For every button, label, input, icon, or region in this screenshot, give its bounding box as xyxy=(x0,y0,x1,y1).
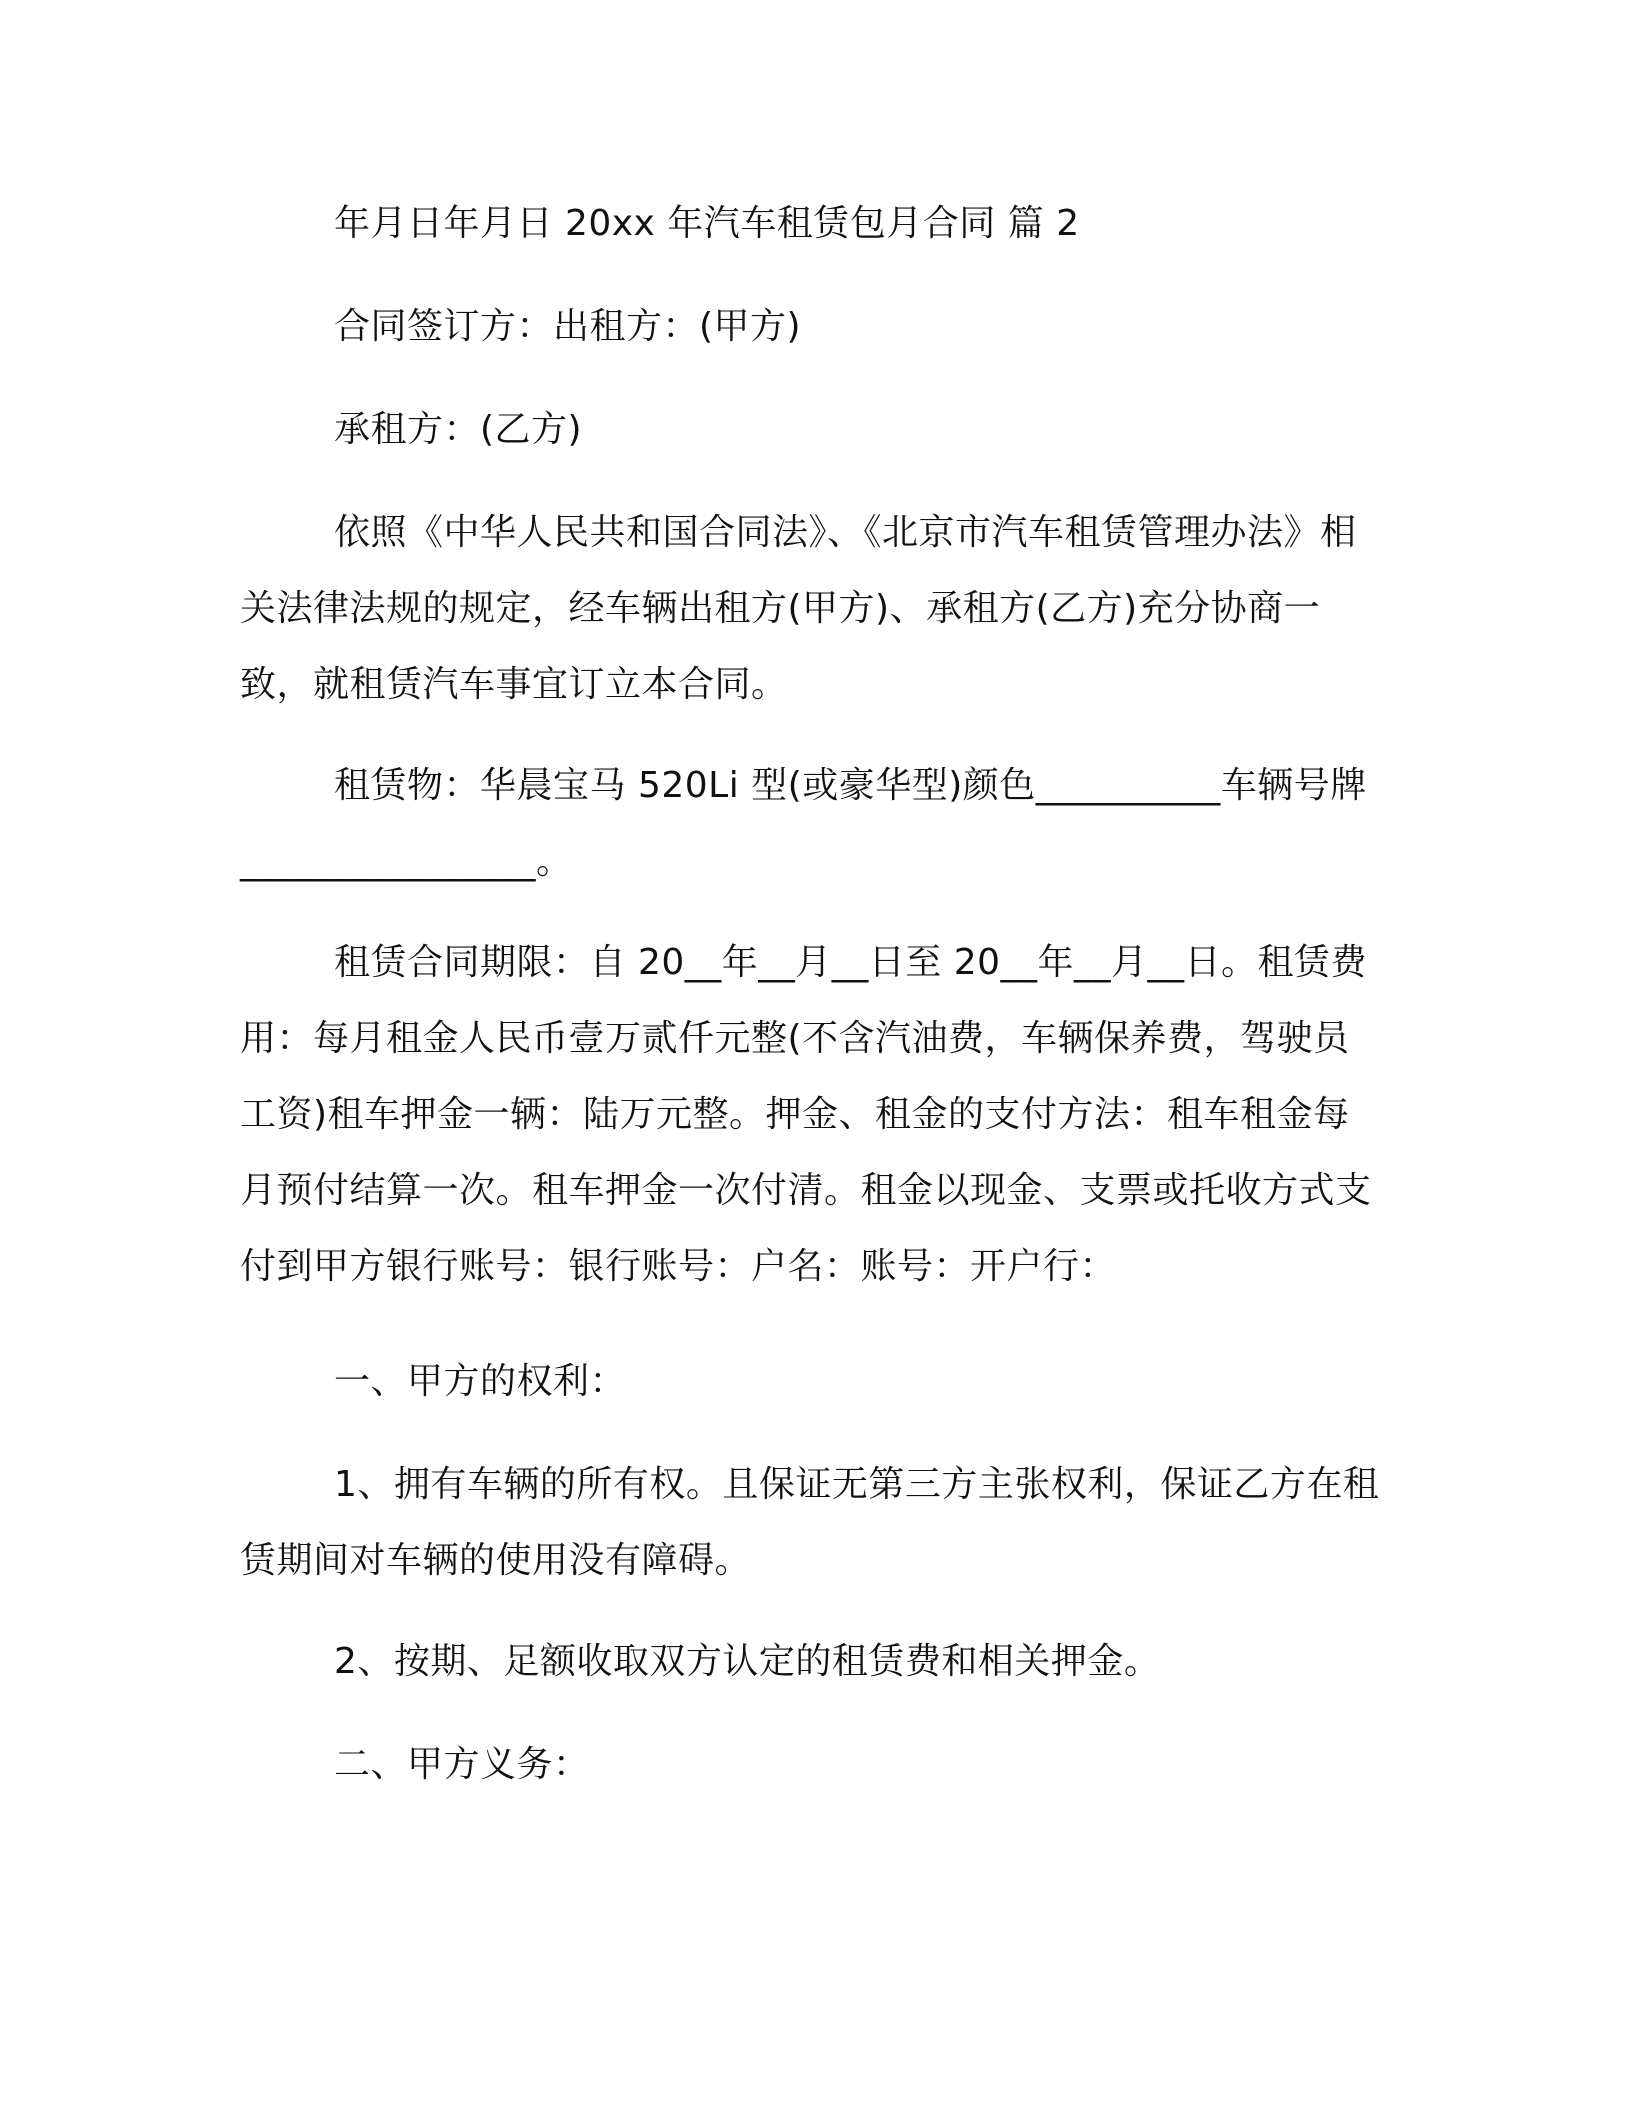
title-text: 年月日年月日 20xx 年汽车租赁包月合同 篇 2 xyxy=(334,203,1080,244)
leased-item-paragraph xyxy=(240,748,1380,900)
section1-item1 xyxy=(240,1447,1380,1599)
section2-heading-text: 二、甲方义务： xyxy=(334,1744,590,1785)
section2-heading xyxy=(240,1727,1380,1803)
signing-parties-line xyxy=(240,289,1380,365)
legal-basis-paragraph xyxy=(240,495,1380,723)
document-title xyxy=(240,186,1380,262)
lessee-text: 承租方：(乙方) xyxy=(334,409,583,450)
signing-parties-text: 合同签订方：出租方：(甲方) xyxy=(334,306,802,347)
legal-basis-text: 依照《中华人民共和国合同法》、《北京市汽车租赁管理办法》相关法律法规的规定，经车辆出租方(甲方)、承租方(乙方)充分协商一致，就租赁汽车事宜订立本合同。 xyxy=(240,512,1357,705)
section1-item1-text: 1、拥有车辆的所有权。且保证无第三方主张权利，保证乙方在租赁期间对车辆的使用没有障碍。 xyxy=(240,1464,1380,1581)
lessee-line xyxy=(240,392,1380,468)
term-and-payment-text: 租赁合同期限：自 20__年__月__日至 20__年__月__日。租赁费用：每月租金人民币壹万贰仟元整(不含汽油费，车辆保养费，驾驶员工资)租车押金一辆：陆万元整。押金、租金的支付方法：租车租金每月预付结算一次。租车押金一次付清。租金以现金、支票或托收方式支付到甲方银行账号：银行账号：户名：账号：开户行： xyxy=(240,942,1372,1287)
section1-item2-text: 2、按期、足额收取双方认定的租赁费和相关押金。 xyxy=(334,1641,1161,1682)
section1-item2 xyxy=(240,1624,1380,1700)
term-and-payment-paragraph xyxy=(240,925,1380,1305)
section1-heading-text: 一、甲方的权利： xyxy=(334,1361,627,1402)
section1-heading xyxy=(240,1344,1380,1420)
leased-item-text: 租赁物：华晨宝马 520Li 型(或豪华型)颜色__________车辆号牌________________。 xyxy=(240,765,1367,882)
